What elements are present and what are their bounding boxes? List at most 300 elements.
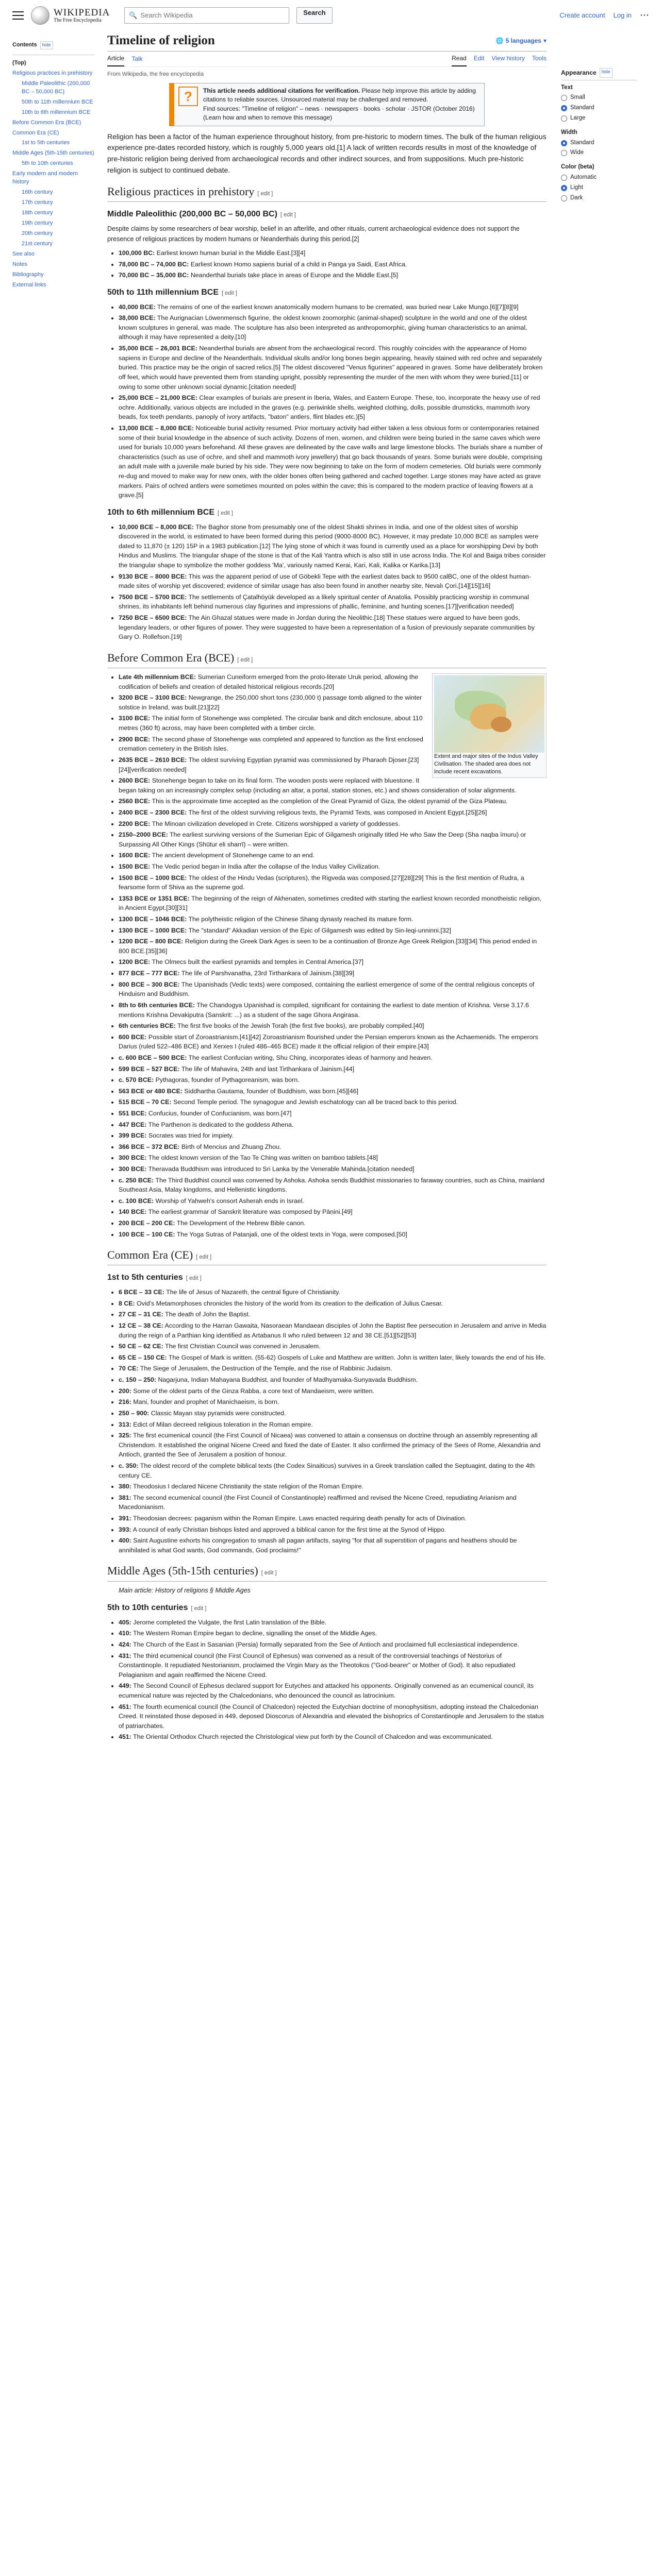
event-list <box>107 302 547 500</box>
section-heading: Religious practices in prehistory <box>107 185 255 198</box>
event-date: c. 100 BCE: <box>119 1197 154 1205</box>
main-menu-icon[interactable] <box>12 11 24 20</box>
text-size-small[interactable]: Small <box>561 93 637 103</box>
event-date: 551 BCE: <box>119 1110 147 1117</box>
toc-item-label: Bibliography <box>12 271 44 278</box>
event-date: 400: <box>119 1537 131 1545</box>
toc-item[interactable] <box>12 148 95 159</box>
list-item <box>119 1109 547 1118</box>
event-date: 1200 BCE: <box>119 958 151 966</box>
event-text: Stonehenge began to take on its final form. The wooden posts were replaced with bluestone. It began taking on an increasingly complex setup (including an altar, a portal, station stones, etc.) and shows consideration of solar alignments. <box>119 777 517 794</box>
toc-item[interactable] <box>12 188 95 198</box>
event-text: The initial form of Stonehenge was completed. The circular bank and ditch enclosure, about 110 metres (360 ft) across, may have been completed with a timber circle. <box>119 715 423 732</box>
toc-item[interactable] <box>12 229 95 239</box>
event-text: A council of early Christian bishops listed and approved a biblical canon for the first time at the Synod of Hippo. <box>133 1526 446 1533</box>
event-text: The Yoga Sutras of Patanjali, one of the oldest texts in Yoga, were composed.[50] <box>176 1230 407 1238</box>
list-item <box>119 1409 547 1418</box>
list-item <box>119 1064 547 1074</box>
list-item <box>119 572 547 591</box>
event-text: Socrates was tried for impiety. <box>148 1132 234 1140</box>
list-item <box>119 926 547 936</box>
event-text: This was the apparent period of use of Göbekli Tepe with the earliest dates back to 9500 calBC, one of the oldest human-made sites of worship yet discovered; evidence of similar usage has also been found in another nearby site, Nevalı Çori.[14][15][16] <box>119 572 531 590</box>
subsection-heading: 10th to 6th millennium BCE <box>107 507 215 517</box>
event-date: 1500 BCE: <box>119 862 151 870</box>
event-date: 449: <box>119 1682 131 1690</box>
list-item <box>119 1032 547 1052</box>
notice-body: Please help improve this article by adding citations to reliable sources. Unsourced material may be challenged and removed. <box>203 87 476 104</box>
event-date: 800 BCE – 300 BCE: <box>119 980 180 988</box>
event-date: 250 – 900: <box>119 1409 150 1417</box>
edit-link[interactable]: [ edit ] <box>280 212 296 218</box>
event-date: 7250 BCE – 6500 BCE: <box>119 614 187 622</box>
globe-logo-icon <box>31 6 49 25</box>
list-item <box>119 1536 547 1555</box>
toc-item-label: 17th century <box>22 199 53 206</box>
indus-valley-map[interactable] <box>432 673 547 778</box>
event-date: 7500 BCE – 5700 BCE: <box>119 593 187 601</box>
toc-item[interactable] <box>12 138 95 148</box>
search-button[interactable]: Search <box>296 7 332 24</box>
list-item <box>119 1321 547 1340</box>
event-text: The Second Council of Ephesus declared support for Eutyches and attacked his opponents. Originally convened as an ecumenical council, its ecumenical nature was rejected by the Chalcedonians, who denounced the council as latrocinium. <box>119 1682 534 1699</box>
list-item <box>119 1386 547 1396</box>
list-item <box>119 969 547 978</box>
list-item <box>119 1230 547 1240</box>
list-item <box>119 1732 547 1742</box>
wordmark-title: WIKIPEDIA <box>54 7 110 18</box>
list-item <box>119 937 547 956</box>
search-icon: 🔍 <box>129 11 138 19</box>
event-text: The Church of the East in Sasanian (Persia) formally separated from the See of Antioch and proclaimed full ecclesiastical independence. <box>133 1640 519 1648</box>
toc-item[interactable] <box>12 239 95 249</box>
event-date: 410: <box>119 1630 131 1637</box>
list-item <box>119 1702 547 1731</box>
list-item <box>119 980 547 999</box>
event-date: 1200 BCE – 800 BCE: <box>119 938 184 945</box>
appearance-hide-button[interactable]: hide <box>600 68 613 78</box>
appearance-title: Appearance <box>561 69 597 76</box>
event-date: 366 BCE – 372 BCE: <box>119 1143 180 1150</box>
event-date: 300 BCE: <box>119 1154 147 1162</box>
toc-item[interactable] <box>12 208 95 218</box>
list-item <box>119 819 547 829</box>
event-date: 451: <box>119 1733 131 1741</box>
tab-edit[interactable]: Edit <box>473 55 485 62</box>
event-list <box>107 248 547 280</box>
list-item <box>119 1120 547 1130</box>
event-text: Clear examples of burials are present in Iberia, Wales, and Eastern Europe. These, too, incorporate the heavy use of red ochre. Additionally, various objects are included in the graves (e.g. periwinkle shells, weighted clothing, dolls, possible drumsticks, mammoth ivory beads, fox teeth pendants, panoply of ivory artifacts, "baton" antlers, flint blades etc.)[5] <box>119 394 540 421</box>
event-date: 27 CE – 31 CE: <box>119 1311 163 1318</box>
list-item <box>119 1142 547 1152</box>
event-date: c. 570 BCE: <box>119 1076 154 1084</box>
event-text: The life of Mahavira, 24th and last Tirthankara of Jainism.[44] <box>181 1065 355 1073</box>
event-date: 1300 BCE – 1000 BCE: <box>119 926 187 934</box>
list-item <box>119 1397 547 1407</box>
intro-paragraph: Religion has been a factor of the human experience throughout history, from pre-historic to modern times. The bulk of the human religious experience pre-dates recorded history, which is roughly 5,000 years old.[1] A lack of written records results in most of the knowledge of pre-historic religion being derived from archaeological records and other indirect sources, and from suppositions. Much pre-historic religion is subject to continued debate. <box>107 132 547 174</box>
wordmark-tagline: The Free Encyclopedia <box>54 17 102 23</box>
section-heading: Before Common Era (BCE) <box>107 651 235 664</box>
event-list <box>107 1618 547 1742</box>
event-text: The second phase of Stonehenge was completed and appeared to function as the first enclosed cremation cemetery in the British Isles. <box>119 735 423 753</box>
event-text: Siddhartha Gautama, founder of Buddhism, was born.[45][46] <box>184 1087 358 1095</box>
event-date: 216: <box>119 1398 131 1406</box>
list-item <box>119 830 547 849</box>
toc-item[interactable] <box>12 97 95 108</box>
event-text: Pythagoras, founder of Pythagoreanism, was born. <box>155 1076 300 1084</box>
event-date: 325: <box>119 1432 131 1439</box>
list-item <box>119 302 547 312</box>
event-text: The "standard" Akkadian version of the Epic of Gilgamesh was edited by Sin-leqi-unninni.[32] <box>188 926 451 934</box>
event-date: 399 BCE: <box>119 1132 147 1140</box>
tab-view-history[interactable]: View history <box>491 55 525 62</box>
list-item <box>119 1176 547 1195</box>
article-main <box>95 31 561 1746</box>
edit-link[interactable]: [ edit ] <box>186 1275 202 1282</box>
event-date: 3100 BCE: <box>119 715 151 722</box>
event-date: 2600 BCE: <box>119 777 151 785</box>
toc-item[interactable] <box>12 260 95 270</box>
event-date: 70 CE: <box>119 1365 139 1372</box>
event-date: 1300 BCE – 1046 BCE: <box>119 916 187 923</box>
event-list <box>107 522 547 642</box>
list-item <box>119 1493 547 1512</box>
event-text: Theravada Buddhism was introduced to Sri Lanka by the Venerable Mahinda.[citation needed] <box>148 1165 415 1173</box>
list-item <box>119 1640 547 1650</box>
event-text: Theodosius I declared Nicene Christianity the state religion of the Roman Empire. <box>133 1483 364 1490</box>
list-item <box>119 1196 547 1206</box>
toc-item-label: Notes <box>12 261 27 267</box>
event-date: 431: <box>119 1652 131 1659</box>
event-text: Possible start of Zoroastrianism.[41][42] Zoroastrianism flourished under the Persian emperors known as the Achaemenids. The emperors Darius (ruled 522–486 BCE) and Xerxes I (ruled 486–465 BCE) made it the official religion of their empire.[43] <box>119 1033 538 1050</box>
event-date: 313: <box>119 1420 131 1428</box>
color-dark[interactable]: Dark <box>561 194 637 203</box>
toc-item-label: 20th century <box>22 230 53 236</box>
event-date: 300 BCE: <box>119 1165 147 1173</box>
event-text: The ancient development of Stonehenge came to an end. <box>152 852 315 859</box>
main-article-hatnote: Main article: History of religions § Middle Ages <box>119 1586 251 1594</box>
list-item <box>119 957 547 967</box>
event-text: The polytheistic religion of the Chinese Shang dynasty reached its mature form. <box>188 916 413 923</box>
event-date: 599 BCE – 527 BCE: <box>119 1065 180 1073</box>
toc-item-label: 10th to 6th millennium BCE <box>22 109 91 115</box>
event-date: 70,000 BC – 35,000 BC: <box>119 272 189 279</box>
list-item <box>119 1514 547 1523</box>
toc-item[interactable] <box>12 198 95 208</box>
width-label: Width <box>561 129 577 135</box>
toc-item-label: 19th century <box>22 219 53 226</box>
toc-item[interactable] <box>12 169 95 188</box>
toc-item[interactable] <box>12 128 95 139</box>
event-text: The Siege of Jerusalem, the Destruction of the Temple, and the rise of Rabbinic Judaism. <box>140 1365 392 1372</box>
toc-item-label: (Top) <box>12 59 26 66</box>
event-date: 563 BCE or 480 BCE: <box>119 1087 183 1095</box>
edit-link[interactable]: [ edit ] <box>257 191 273 197</box>
list-item <box>119 344 547 392</box>
event-date: 6th centuries BCE: <box>119 1022 176 1030</box>
list-item <box>119 313 547 342</box>
text-size-standard[interactable]: Standard <box>561 104 637 113</box>
event-date: 50 CE – 62 CE: <box>119 1343 163 1350</box>
map-caption: Extent and major sites of the Indus Valley Civilisation. The shaded area does not include recent excavations. <box>434 753 538 775</box>
toc-item-label: Early modern and modern history <box>12 171 78 185</box>
event-date: 13,000 BCE – 8,000 BCE: <box>119 424 194 432</box>
list-item <box>119 1629 547 1638</box>
event-date: 140 BCE: <box>119 1208 147 1216</box>
event-text: The fourth ecumenical council (the Council of Chalcedon) rejected the Eutychian doctrine of monophysitism, adopting instead the Chalcedonian Creed. It reinstated those deposed in 449, deposed Dioscorus of Alexandria and elevated the bishoprics of Constantinople and Jerusalem to the status of patriarchates. <box>119 1703 544 1730</box>
event-date: 1600 BCE: <box>119 852 151 859</box>
event-date: 200 BCE – 200 CE: <box>119 1219 175 1227</box>
list-item <box>119 1681 547 1700</box>
event-date: 2400 BCE – 2300 BCE: <box>119 808 187 816</box>
color-light[interactable]: Light <box>561 183 637 193</box>
list-item <box>119 914 547 924</box>
citation-notice <box>169 83 485 126</box>
event-date: 405: <box>119 1618 131 1626</box>
edit-link[interactable]: [ edit ] <box>218 510 233 516</box>
notice-find-sources: Find sources: "Timeline of religion" – news · newspapers · books · scholar · JSTOR (October 2016) (Learn how and when to remove this message) <box>203 105 475 122</box>
list-item <box>119 1153 547 1163</box>
list-item <box>119 1461 547 1480</box>
more-options-icon[interactable]: ⋯ <box>640 10 650 21</box>
event-text: The first five books of the Jewish Torah (the first five books), are probably compiled.[40] <box>177 1022 424 1030</box>
toc-item-label: Religious practices in prehistory <box>12 70 93 76</box>
language-icon: 🌐 <box>495 37 504 45</box>
event-text: Newgrange, the 250,000 short tons (230,000 t) passage tomb aligned to the winter solstice in Ireland, was built.[21][22] <box>119 694 422 711</box>
event-date: 1500 BCE – 1000 BCE: <box>119 874 187 882</box>
toc-item-label: Common Era (CE) <box>12 129 59 136</box>
event-text: The oldest record of the complete biblical texts (the Codex Sinaiticus) survives in a Greek translation called the Septuagint, dating to the 4th century CE. <box>119 1462 535 1479</box>
event-text: This is the approximate time accepted as the completion of the Great Pyramid of Giza, the oldest pyramid of the Giza Plateau. <box>152 798 508 805</box>
list-item <box>119 393 547 422</box>
event-date: c. 250 BCE: <box>119 1176 154 1184</box>
event-date: 25,000 BCE – 21,000 BCE: <box>119 394 197 402</box>
event-date: 2200 BCE: <box>119 820 151 827</box>
event-date: 9130 BCE – 8000 BCE: <box>119 572 187 580</box>
event-text: Religion during the Greek Dark Ages is seen to be a continuation of Bronze Age Greek Religion.[33][34] This period ended in 800 BCE.[35][36] <box>119 938 537 955</box>
list-item <box>119 776 547 795</box>
event-date: 78,000 BC – 74,000 BC: <box>119 260 189 268</box>
list-item <box>119 1001 547 1020</box>
event-date: 3200 BCE – 3100 BCE: <box>119 694 187 702</box>
list-item <box>119 1310 547 1319</box>
toc-hide-button[interactable]: hide <box>40 41 53 49</box>
toc-item[interactable] <box>12 108 95 118</box>
wikipedia-logo[interactable] <box>31 6 110 25</box>
event-date: 100,000 BC: <box>119 249 155 257</box>
tab-talk[interactable]: Talk <box>131 55 143 63</box>
toc-item[interactable] <box>12 118 95 128</box>
language-button[interactable] <box>496 36 547 46</box>
event-text: The Upanishads (Vedic texts) were composed, containing the earliest emergence of some of the central religious concepts of Hinduism and Buddhism. <box>119 980 535 998</box>
edit-link[interactable]: [ edit ] <box>237 656 253 663</box>
width-wide[interactable]: Wide <box>561 148 637 158</box>
list-item <box>119 851 547 860</box>
event-text: The Minoan civilization developed in Crete. Citizens worshipped a variety of goddesses. <box>152 820 400 827</box>
event-date: 393: <box>119 1526 131 1533</box>
event-text: The death of John the Baptist. <box>165 1311 251 1318</box>
subsection-heading: Middle Paleolithic (200,000 BC – 50,000 BC) <box>107 210 277 219</box>
event-date: 2150–2000 BCE: <box>119 831 168 839</box>
from-wikipedia: From Wikipedia, the free encyclopedia <box>107 71 204 77</box>
list-item <box>119 862 547 872</box>
toc-item[interactable] <box>12 58 95 69</box>
list-item <box>119 1097 547 1107</box>
event-text: The Olmecs built the earliest pyramids and temples in Central America.[37] <box>152 958 363 966</box>
event-text: Earliest known human burial in the Middle East.[3][4] <box>156 249 306 257</box>
toc-item-label: External links <box>12 281 46 288</box>
page-title: Timeline of religion <box>107 33 215 48</box>
tab-tools[interactable]: Tools <box>532 55 547 62</box>
site-header <box>0 0 662 31</box>
edit-link[interactable]: [ edit ] <box>222 290 237 296</box>
subsection-heading: 5th to 10th centuries <box>107 1603 188 1612</box>
event-text: The Third Buddhist council was convened by Ashoka. Ashoka sends Buddhist missionaries to faraway countries, such as China, mainland Southeast Asia, Malay kingdoms, and Hellenistic kingdoms. <box>119 1176 545 1194</box>
color-label: Color (beta) <box>561 164 594 171</box>
event-date: 877 BCE – 777 BCE: <box>119 970 180 977</box>
list-item <box>119 1342 547 1351</box>
event-date: 1353 BCE or 1351 BCE: <box>119 894 190 902</box>
event-date: c. 600 BCE – 500 BCE: <box>119 1054 187 1061</box>
list-item <box>119 423 547 500</box>
toc-item[interactable] <box>12 280 95 291</box>
event-text: The Aurignacian Löwenmensch figurine, the oldest known zoomorphic (animal-shaped) sculpture in the world and one of the oldest known sculptures in general, was made. The sculpture has also been interpreted as anthropomorphic, giving human characteristics to an animal, although it may have represented a deity.[10] <box>119 314 527 341</box>
event-date: 381: <box>119 1494 131 1501</box>
tab-read[interactable]: Read <box>452 52 467 66</box>
list-item <box>119 248 547 258</box>
search-placeholder: Search Wikipedia <box>140 11 193 19</box>
event-text: Theodosian decrees: paganism within the Roman Empire. Laws enacted requiring death penalty for acts of Divination. <box>133 1515 467 1522</box>
toc-item-label: 50th to 11th millennium BCE <box>22 98 93 105</box>
list-item <box>119 1651 547 1680</box>
list-item <box>119 894 547 913</box>
event-text: According to the Harran Gawaita, Nasoraean Mandaean disciples of John the Baptist flee persecution in Jerusalem and arrive in Media during the reign of a Parthian king identified as Artabanus II who ruled between 12 and 38 CE.[51][52][53] <box>119 1322 547 1339</box>
list-item <box>119 1618 547 1628</box>
middle-paleo-paragraph: Despite claims by some researchers of bear worship, belief in an afterlife, and other rituals, current archaeological evidence does not support the presence of religious practices by modern humans or Neanderthals during this period.[2] <box>107 225 520 243</box>
event-text: The first of the oldest surviving religious texts, the Pyramid Texts, was composed in Ancient Egypt.[25][26] <box>188 808 487 816</box>
list-item <box>119 1420 547 1430</box>
list-item <box>119 1131 547 1141</box>
event-date: 2635 BCE – 2610 BCE: <box>119 756 187 764</box>
event-text: The settlements of Çatalhöyük developed as a likely spiritual center of Anatolia. Possibly practicing worship in communal shrines, its inhabitants left behind numerous clay figurines and impressions of phallic, feminine, and hunting scenes.[17][verification needed] <box>119 593 529 611</box>
event-text: Second Temple period. The synagogue and Jewish eschatology can all be traced back to this period. <box>173 1098 458 1106</box>
subsection-heading: 50th to 11th millennium BCE <box>107 287 219 297</box>
create-account-link[interactable]: Create account <box>559 11 605 19</box>
toc-item[interactable] <box>12 159 95 169</box>
event-text: The life of Jesus of Nazareth, the central figure of Christianity. <box>166 1289 340 1296</box>
list-item <box>119 1075 547 1085</box>
toc-item-label: Middle Paleolithic (200,000 BC – 50,000 BC) <box>22 80 90 95</box>
subsection-heading: 1st to 5th centuries <box>107 1273 183 1282</box>
list-item <box>119 796 547 806</box>
text-size-large[interactable]: Large <box>561 114 637 123</box>
width-standard[interactable]: Standard <box>561 139 637 148</box>
list-item <box>119 1218 547 1228</box>
event-text: Classic Mayan stay pyramids were constructed. <box>151 1409 286 1417</box>
edit-link[interactable]: [ edit ] <box>196 1254 212 1261</box>
notice-title: This article needs additional citations for verification. <box>203 87 360 95</box>
color-automatic[interactable]: Automatic <box>561 173 637 182</box>
toc-item-label: 18th century <box>22 210 53 216</box>
search-input[interactable] <box>124 7 289 24</box>
toc-item[interactable] <box>12 69 95 79</box>
event-text: The earliest Confucian writing, Shu Ching, incorporates ideas of harmony and heaven. <box>188 1054 433 1061</box>
event-text: The Oriental Orthodox Church rejected the Christological view put forth by the Council of Chalcedon and was excommunicated. <box>133 1733 493 1741</box>
event-text: Birth of Mencius and Zhuang Zhou. <box>181 1143 282 1150</box>
event-date: 424: <box>119 1640 131 1648</box>
event-text: The Parthenon is dedicated to the goddess Athena. <box>148 1121 294 1128</box>
appearance-panel <box>561 31 637 1746</box>
event-text: The oldest of the Hindu Vedas (scriptures), the Rigveda was composed.[27][28][29] This is the first mention of Rudra, a fearsome form of Shiva as the supreme god. <box>119 874 524 891</box>
toc-item-label: Before Common Era (BCE) <box>12 119 81 126</box>
toc-title: Contents <box>12 42 37 48</box>
event-text: The life of Parshvanatha, 23rd Tirthankara of Jainism.[38][39] <box>181 970 355 977</box>
event-date: c. 350: <box>119 1462 139 1469</box>
edit-link[interactable]: [ edit ] <box>191 1605 207 1612</box>
list-item <box>119 1207 547 1217</box>
event-text: The beginning of the reign of Akhenaten, sometimes credited with starting the earliest known recorded monotheistic religion, in Ancient Egypt.[30][31] <box>119 894 542 912</box>
toc-item[interactable] <box>12 218 95 229</box>
event-date: 8th to 6th centuries BCE: <box>119 1001 195 1009</box>
event-text: The Gospel of Mark is written. (55-62) Gospels of Luke and Matthew are written. John is written later, likely towards the end of his life. <box>168 1353 546 1361</box>
event-text: Earliest known Homo sapiens burial of a child in Panga ya Saidi, East Africa. <box>190 260 407 268</box>
list-item <box>119 1364 547 1374</box>
list-item <box>119 270 547 280</box>
toc-item-label: 21st century <box>22 240 53 247</box>
list-item <box>119 1482 547 1492</box>
event-text: Saint Augustine exhorts his congregation to smash all pagan artifacts, saying "for that all superstition of pagans and heathens should be annihilated is what God wants, God commands, God proclaims!" <box>119 1537 517 1554</box>
event-text: Noticeable burial activity resumed. Prior mortuary activity had either taken a less obvious form or contemporaries retained some of their burial knowledge in the absence of such activity. Dozens of men, women, and children were being buried in the same caves which were used for burials 10,000 years beforehand. All these graves are delineated by the cave walls and large limestone blocks. The burials share a number of characteristics (such as use of ochre, and shell and mammoth ivory jewellery) that go back thousands of years. Some burials were double, comprising an adult male with a juvenile male buried by his side. They were now beginning to take on the form of modern cemeteries. Old burials were commonly re-dug and moved to make way for new ones, with the older bones often being gathered and cached together. Large stones may have acted as grave markers. Pairs of ochred antlers were sometimes mounted on poles within the cave; this is compared to the modern practice of leaving flowers at a grave.[5] <box>119 424 543 499</box>
event-text: The Ain Ghazal statues were made in Jordan during the Neolithic.[18] These statues were argued to have been gods, legendary leaders, or other figures of power. They were suggested to have been a representation of a fusion of previously separate communities by Gary O. Rollefson.[19] <box>119 614 535 641</box>
list-item <box>119 522 547 570</box>
event-text: Neanderthal burials take place in areas of Europe and the Middle East.[5] <box>190 272 399 279</box>
event-date: 10,000 BCE – 8,000 BCE: <box>119 523 194 531</box>
event-date: Late 4th millennium BCE: <box>119 673 196 681</box>
list-item <box>119 1375 547 1385</box>
event-date: 600 BCE: <box>119 1033 147 1041</box>
table-of-contents <box>12 31 95 1746</box>
event-date: 6 BCE – 33 CE: <box>119 1289 164 1296</box>
event-text: Neanderthal burials are absent from the archaeological record. This roughly coincides with the appearance of Homo sapiens in Europe and decline of the Neanderthals. Individual skulls and/or long bones begin appearing, heavily stained with red ochre and separately buried. This practice may be the origin of sacred relics.[5] The oldest discovered "Venus figurines" appeared in graves. Some have deliberately broken off feet, which would have prevented them from standing upright, possibly representing the murder of the men with whom they were buried,[11] or owing to some other unknown social dynamic.[citation needed] <box>119 345 543 391</box>
event-text: Sumerian Cuneiform emerged from the proto-literate Uruk period, allowing the codification of beliefs and creation of detailed historical religious records.[20] <box>119 673 419 690</box>
event-text: The third ecumenical council (the First Council of Ephesus) was convened as a result of the controversial teachings of Nestorius of Constantinople. It repudiated Nestorianism, proclaimed the Virgin Mary as the Theotokos ("God-bearer" or Mother of God). It also repudiated Pelagianism and again reaffirmed the Nicene Creed. <box>119 1652 516 1679</box>
chevron-down-icon: ▾ <box>543 37 547 45</box>
tab-article[interactable]: Article <box>107 52 124 66</box>
toc-item[interactable] <box>12 79 95 97</box>
event-text: The Baghor stone from presumably one of the oldest Shakti shrines in India, and one of the oldest sites of worship discovered in the world, is estimated to have been formed during this period (9000-8000 BC). However, it may predate 10,000 BCE as samples were dated to 11,870 (± 120) 15P in a 1983 publication.[12] The lying stone of which it was found is currently used as a place for worshipping Devi by both Hindus and Muslims. The triangular shape of the stone is that of the Kali Yantra which is also still in use across India. The Kol and Baiga tribes consider the triangular shape to symbolize the mother goddess 'Ma', variously named Kerai, Kari, Kali, Kalika or Karika.[13] <box>119 523 546 569</box>
toc-item[interactable] <box>12 270 95 280</box>
event-text: Confucius, founder of Confucianism, was born.[47] <box>148 1110 292 1117</box>
toc-item-label: Middle Ages (5th-15th centuries) <box>12 150 94 157</box>
event-date: 447 BCE: <box>119 1121 147 1128</box>
list-item <box>119 1021 547 1031</box>
event-text: The Development of the Hebrew Bible canon. <box>176 1219 306 1227</box>
event-date: c. 150 – 250: <box>119 1376 157 1384</box>
log-in-link[interactable]: Log in <box>613 11 632 19</box>
event-date: 38,000 BCE: <box>119 314 156 322</box>
event-text: The oldest surviving Egyptian pyramid was commissioned by Pharaoh Djoser.[23][24][verification needed] <box>119 756 419 773</box>
toc-item[interactable] <box>12 249 95 260</box>
event-date: 8 CE: <box>119 1299 135 1307</box>
event-text: The earliest grammar of Sanskrit literature was composed by Pāṇini.[49] <box>148 1208 353 1216</box>
edit-link[interactable]: [ edit ] <box>261 1570 277 1577</box>
event-date: 515 BCE – 70 CE: <box>119 1098 172 1106</box>
event-date: 100 BCE – 100 CE: <box>119 1230 175 1238</box>
toc-item-label: See also <box>12 250 35 257</box>
event-text: The Western Roman Empire began to decline, signalling the onset of the Middle Ages. <box>133 1630 377 1637</box>
event-date: 2560 BCE: <box>119 798 151 805</box>
event-text: Ovid's Metamorphoses chronicles the history of the world from its creation to the deification of Julius Caesar. <box>137 1299 443 1307</box>
list-item <box>119 1287 547 1297</box>
